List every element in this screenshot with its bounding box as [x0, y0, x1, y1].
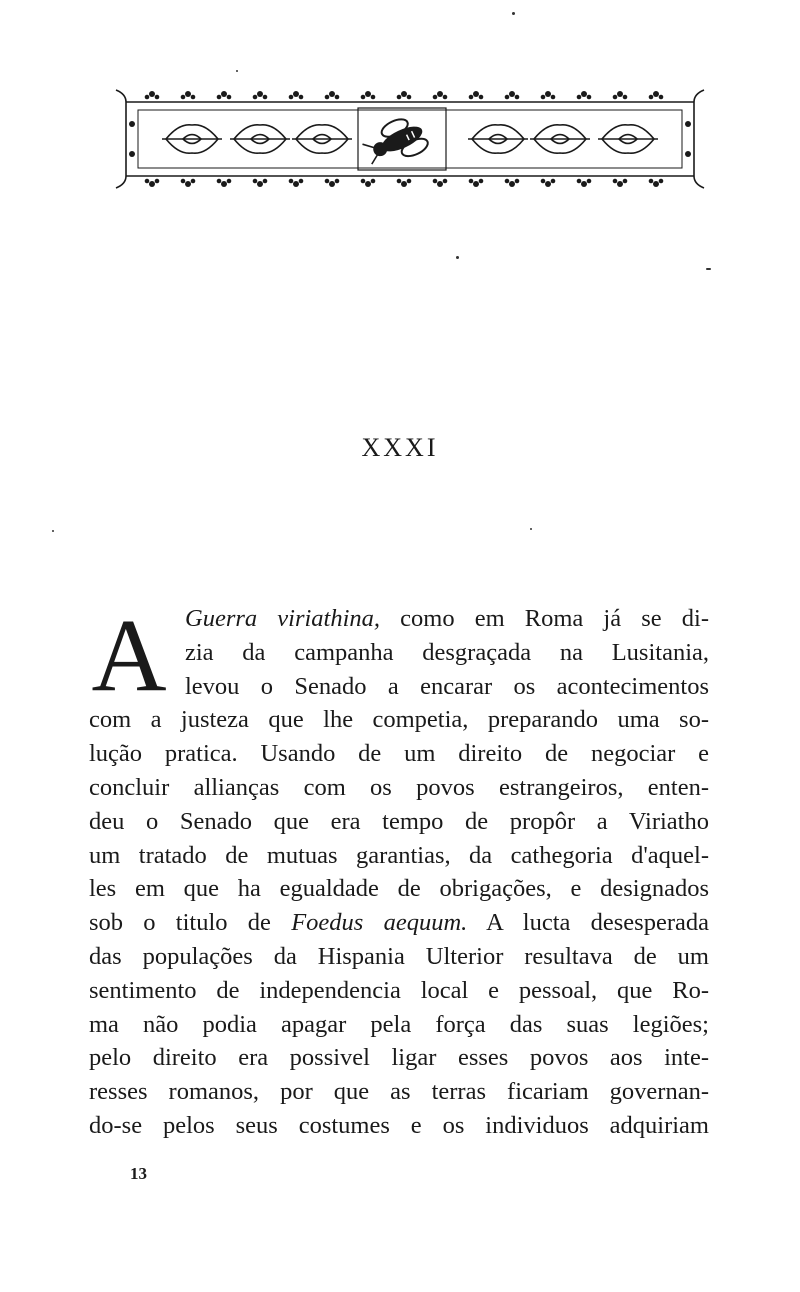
text-segment: com a justeza que lhe competia, preparando uma so- [89, 706, 709, 734]
chapter-number: XXXI [361, 433, 439, 462]
print-speck [512, 12, 515, 15]
text-line [89, 974, 709, 1008]
text-line [89, 839, 709, 873]
text-segment: sob o titulo de [89, 909, 292, 937]
text-line [89, 703, 709, 737]
text-line [89, 1075, 709, 1109]
text-segment: resses romanos, por que as terras ficariam governan- [89, 1078, 709, 1106]
text-segment: A lucta desesperada [467, 909, 709, 937]
bee-icon [359, 112, 430, 174]
text-segment: concluir allianças com os povos estrangeiros, enten- [89, 773, 709, 801]
print-speck [456, 256, 459, 259]
text-segment: como em Roma já se di- [380, 605, 709, 632]
text-segment: das populações da Hispania Ulterior resultava de um [89, 942, 709, 970]
text-line [89, 737, 709, 771]
italic-phrase: Guerra viriathina, [185, 605, 381, 632]
text-line [89, 872, 709, 906]
text-line [89, 602, 709, 636]
text-line [89, 1041, 709, 1075]
chapter-body-paragraph [89, 602, 709, 1143]
text-segment: um tratado de mutuas garantias, da cathegoria d'aquel- [89, 841, 709, 869]
text-line [89, 771, 709, 805]
text-line [89, 906, 709, 940]
text-line [89, 1008, 709, 1042]
text-line [89, 670, 709, 704]
text-line [89, 1109, 709, 1143]
text-segment: zia da campanha desgraçada na Lusitania, [185, 638, 709, 666]
text-segment: lução pratica. Usando de um direito de negociar e [89, 740, 709, 768]
text-segment: levou o Senado a encarar os acontecimentos [185, 672, 709, 700]
text-segment: pelo direito era possivel ligar esses povos aos inte- [89, 1044, 709, 1072]
text-line [89, 805, 709, 839]
drop-cap-letter: A [91, 604, 167, 696]
page-number: 13 [130, 1164, 147, 1183]
text-segment: sentimento de independencia local e pessoal, que Ro- [89, 976, 709, 1004]
text-segment: do-se pelos seus costumes e os individuos adquiriam [89, 1111, 709, 1139]
text-segment: deu o Senado que era tempo de propôr a Viriatho [89, 807, 709, 835]
print-speck [530, 528, 532, 530]
headpiece-ornament [112, 80, 708, 195]
print-speck [236, 70, 238, 72]
text-segment: ma não podia apagar pela força das suas legiões; [89, 1010, 709, 1038]
print-speck [706, 268, 711, 270]
text-line [89, 940, 709, 974]
text-segment: les em que ha egualdade de obrigações, e designados [89, 875, 709, 903]
text-line [89, 636, 709, 670]
print-speck [52, 530, 54, 532]
italic-phrase: Foedus aequum. [291, 909, 468, 937]
